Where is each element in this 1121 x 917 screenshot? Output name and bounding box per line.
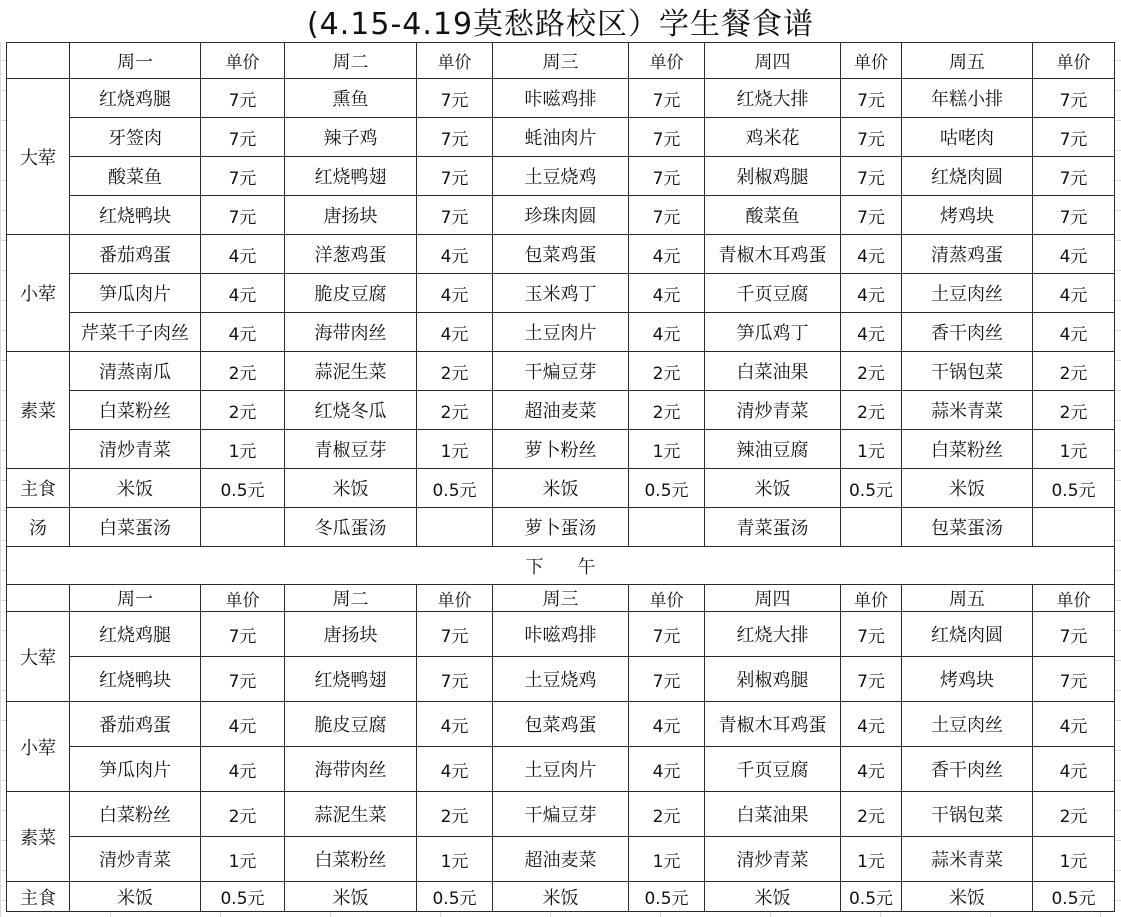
dish-cell: 辣油豆腐 [705,430,841,469]
day-header: 周二 [285,43,417,79]
price-cell: 7元 [1033,196,1115,235]
price-cell: 7元 [417,79,493,118]
price-cell: 2元 [841,391,902,430]
price-cell: 4元 [1033,235,1115,274]
price-cell: 2元 [201,391,285,430]
dish-cell: 包菜蛋汤 [902,508,1033,547]
dish-cell: 清炒青菜 [70,837,201,882]
day-header: 周二 [285,585,417,612]
dish-cell: 海带肉丝 [285,747,417,792]
table-row [7,702,1115,747]
dish-cell: 剁椒鸡腿 [705,157,841,196]
table-row [7,313,1115,352]
dish-cell: 洋葱鸡蛋 [285,235,417,274]
price-cell: 0.5元 [1033,469,1115,508]
day-header: 周五 [902,585,1033,612]
header-row [7,585,1115,612]
dish-cell: 蒜米青菜 [902,391,1033,430]
price-cell: 7元 [841,612,902,657]
price-cell: 4元 [417,747,493,792]
price-cell: 1元 [629,430,705,469]
dish-cell: 土豆肉片 [493,313,629,352]
dish-cell: 千页豆腐 [705,274,841,313]
price-cell: 7元 [417,612,493,657]
price-cell: 4元 [1033,274,1115,313]
header-row [7,43,1115,79]
dish-cell: 笋瓜肉片 [70,274,201,313]
price-cell: 4元 [629,235,705,274]
day-header: 周三 [493,585,629,612]
dish-cell: 白菜粉丝 [285,837,417,882]
dish-cell: 米饭 [902,882,1033,912]
price-header: 单价 [417,43,493,79]
category-cell: 大荤 [7,79,70,235]
dish-cell: 红烧冬瓜 [285,391,417,430]
dish-cell: 米饭 [70,469,201,508]
dish-cell: 米饭 [285,469,417,508]
price-cell: 4元 [417,274,493,313]
day-header: 周五 [902,43,1033,79]
dish-cell: 蒜米青菜 [902,837,1033,882]
price-cell: 7元 [201,196,285,235]
dish-cell: 超油麦菜 [493,837,629,882]
table-row [7,837,1115,882]
table-row [7,747,1115,792]
price-cell: 2元 [1033,792,1115,837]
price-cell: 2元 [841,792,902,837]
price-cell: 4元 [201,747,285,792]
price-cell: 7元 [417,657,493,702]
dish-cell: 咕咾肉 [902,118,1033,157]
price-cell: 7元 [201,118,285,157]
dish-cell: 芹菜千子肉丝 [70,313,201,352]
price-cell: 4元 [1033,702,1115,747]
dish-cell: 土豆肉丝 [902,702,1033,747]
dish-cell: 海带肉丝 [285,313,417,352]
table-row [7,352,1115,391]
dish-cell: 冬瓜蛋汤 [285,508,417,547]
price-cell: 4元 [417,702,493,747]
price-header: 单价 [629,585,705,612]
category-cell: 小荤 [7,235,70,352]
dish-cell: 唐扬块 [285,612,417,657]
price-cell: 2元 [629,391,705,430]
price-header: 单价 [841,585,902,612]
price-cell: 1元 [841,430,902,469]
dish-cell: 干锅包菜 [902,352,1033,391]
price-cell: 4元 [201,235,285,274]
price-cell: 7元 [629,657,705,702]
table-row [7,235,1115,274]
price-cell: 1元 [629,837,705,882]
price-header: 单价 [841,43,902,79]
price-cell: 4元 [417,313,493,352]
price-cell: 7元 [1033,79,1115,118]
price-cell: 2元 [417,792,493,837]
dish-cell: 红烧鸡腿 [70,612,201,657]
category-cell: 素菜 [7,792,70,882]
price-cell: 4元 [629,702,705,747]
price-cell: 7元 [629,157,705,196]
price-cell: 1元 [417,430,493,469]
dish-cell: 白菜油果 [705,792,841,837]
price-cell: 1元 [1033,837,1115,882]
table-row [7,157,1115,196]
price-cell [629,508,705,547]
dish-cell: 红烧鸡腿 [70,79,201,118]
dish-cell: 青椒木耳鸡蛋 [705,235,841,274]
dish-cell: 牙签肉 [70,118,201,157]
dish-cell: 蒜泥生菜 [285,352,417,391]
dish-cell: 清蒸南瓜 [70,352,201,391]
dish-cell: 酸菜鱼 [70,157,201,196]
price-cell: 1元 [201,837,285,882]
price-header: 单价 [629,43,705,79]
dish-cell: 清炒青菜 [70,430,201,469]
dish-cell: 香干肉丝 [902,313,1033,352]
price-cell: 7元 [629,612,705,657]
dish-cell: 红烧大排 [705,612,841,657]
dish-cell: 干锅包菜 [902,792,1033,837]
price-cell: 0.5元 [629,469,705,508]
dish-cell: 包菜鸡蛋 [493,702,629,747]
header-corner [7,585,70,612]
dish-cell: 米饭 [902,469,1033,508]
day-header: 周一 [70,43,201,79]
dish-cell: 年糕小排 [902,79,1033,118]
price-cell: 4元 [201,313,285,352]
dish-cell: 米饭 [70,882,201,912]
table-row [7,612,1115,657]
price-cell: 7元 [841,657,902,702]
price-cell: 7元 [1033,157,1115,196]
price-cell: 0.5元 [841,882,902,912]
dish-cell: 笋瓜肉片 [70,747,201,792]
dish-cell: 萝卜粉丝 [493,430,629,469]
afternoon-divider: 下午 [7,547,1115,585]
dish-cell: 番茄鸡蛋 [70,235,201,274]
menu-table [6,42,1115,912]
price-cell: 7元 [417,118,493,157]
price-cell: 7元 [1033,657,1115,702]
afternoon-divider-row [7,547,1115,585]
price-cell: 7元 [841,157,902,196]
price-header: 单价 [1033,43,1115,79]
dish-cell: 红烧鸭翅 [285,657,417,702]
price-cell [201,508,285,547]
price-cell: 7元 [841,118,902,157]
table-row [7,430,1115,469]
price-cell: 7元 [201,79,285,118]
price-cell: 4元 [201,274,285,313]
price-cell: 0.5元 [1033,882,1115,912]
dish-cell: 蚝油肉片 [493,118,629,157]
table-row [7,657,1115,702]
dish-cell: 米饭 [705,469,841,508]
day-header: 周四 [705,585,841,612]
price-cell: 0.5元 [841,469,902,508]
price-cell: 4元 [629,747,705,792]
table-row [7,508,1115,547]
dish-cell: 米饭 [493,469,629,508]
day-header: 周三 [493,43,629,79]
price-cell: 4元 [629,313,705,352]
price-cell: 1元 [417,837,493,882]
table-row [7,882,1115,912]
day-header: 周一 [70,585,201,612]
price-cell: 7元 [629,196,705,235]
dish-cell: 红烧鸭块 [70,196,201,235]
category-cell: 主食 [7,882,70,912]
dish-cell: 超油麦菜 [493,391,629,430]
price-cell: 2元 [417,391,493,430]
dish-cell: 清炒青菜 [705,837,841,882]
dish-cell: 青菜蛋汤 [705,508,841,547]
dish-cell: 千页豆腐 [705,747,841,792]
dish-cell: 清蒸鸡蛋 [902,235,1033,274]
dish-cell: 咔嗞鸡排 [493,79,629,118]
page-title: (4.15-4.19莫愁路校区）学生餐食谱 [0,0,1121,42]
dish-cell: 萝卜蛋汤 [493,508,629,547]
price-cell: 4元 [417,235,493,274]
dish-cell: 红烧肉圆 [902,157,1033,196]
price-cell: 2元 [201,792,285,837]
dish-cell: 笋瓜鸡丁 [705,313,841,352]
price-header: 单价 [1033,585,1115,612]
dish-cell: 土豆烧鸡 [493,657,629,702]
price-cell: 1元 [201,430,285,469]
price-cell: 7元 [201,612,285,657]
price-header: 单价 [201,43,285,79]
dish-cell: 熏鱼 [285,79,417,118]
price-header: 单价 [201,585,285,612]
dish-cell: 红烧鸭块 [70,657,201,702]
price-cell [417,508,493,547]
dish-cell: 白菜粉丝 [70,391,201,430]
table-row [7,79,1115,118]
price-cell: 7元 [629,79,705,118]
price-cell: 2元 [1033,352,1115,391]
price-cell: 7元 [417,157,493,196]
price-cell: 2元 [417,352,493,391]
price-cell: 0.5元 [629,882,705,912]
price-cell [841,508,902,547]
dish-cell: 清炒青菜 [705,391,841,430]
price-cell: 4元 [201,702,285,747]
price-cell: 0.5元 [417,469,493,508]
price-cell: 0.5元 [201,882,285,912]
dish-cell: 脆皮豆腐 [285,702,417,747]
dish-cell: 烤鸡块 [902,657,1033,702]
table-row [7,469,1115,508]
dish-cell: 土豆肉片 [493,747,629,792]
header-corner [7,43,70,79]
dish-cell: 米饭 [493,882,629,912]
dish-cell: 红烧大排 [705,79,841,118]
price-cell: 7元 [417,196,493,235]
price-cell: 2元 [1033,391,1115,430]
category-cell: 汤 [7,508,70,547]
dish-cell: 珍珠肉圆 [493,196,629,235]
price-header: 单价 [417,585,493,612]
price-cell: 4元 [841,235,902,274]
day-header: 周四 [705,43,841,79]
price-cell [1033,508,1115,547]
price-cell: 7元 [1033,118,1115,157]
dish-cell: 青椒木耳鸡蛋 [705,702,841,747]
dish-cell: 番茄鸡蛋 [70,702,201,747]
price-cell: 1元 [1033,430,1115,469]
price-cell: 2元 [629,352,705,391]
dish-cell: 辣子鸡 [285,118,417,157]
dish-cell: 白菜蛋汤 [70,508,201,547]
price-cell: 7元 [841,79,902,118]
dish-cell: 干煸豆芽 [493,792,629,837]
price-cell: 2元 [841,352,902,391]
dish-cell: 青椒豆芽 [285,430,417,469]
dish-cell: 白菜粉丝 [902,430,1033,469]
price-cell: 7元 [629,118,705,157]
price-cell: 7元 [1033,612,1115,657]
dish-cell: 蒜泥生菜 [285,792,417,837]
price-cell: 0.5元 [201,469,285,508]
price-cell: 7元 [841,196,902,235]
price-cell: 4元 [1033,747,1115,792]
category-cell: 大荤 [7,612,70,702]
price-cell: 1元 [841,837,902,882]
dish-cell: 香干肉丝 [902,747,1033,792]
price-cell: 0.5元 [417,882,493,912]
category-cell: 素菜 [7,352,70,469]
dish-cell: 唐扬块 [285,196,417,235]
price-cell: 4元 [629,274,705,313]
price-cell: 4元 [841,313,902,352]
dish-cell: 脆皮豆腐 [285,274,417,313]
table-row [7,274,1115,313]
price-cell: 7元 [201,157,285,196]
dish-cell: 米饭 [705,882,841,912]
dish-cell: 干煸豆芽 [493,352,629,391]
price-cell: 7元 [201,657,285,702]
dish-cell: 包菜鸡蛋 [493,235,629,274]
dish-cell: 土豆烧鸡 [493,157,629,196]
table-row [7,792,1115,837]
dish-cell: 咔嗞鸡排 [493,612,629,657]
table-row [7,196,1115,235]
price-cell: 4元 [1033,313,1115,352]
dish-cell: 土豆肉丝 [902,274,1033,313]
table-row [7,391,1115,430]
category-cell: 小荤 [7,702,70,792]
dish-cell: 米饭 [285,882,417,912]
dish-cell: 玉米鸡丁 [493,274,629,313]
dish-cell: 白菜粉丝 [70,792,201,837]
dish-cell: 酸菜鱼 [705,196,841,235]
dish-cell: 烤鸡块 [902,196,1033,235]
dish-cell: 红烧鸭翅 [285,157,417,196]
dish-cell: 剁椒鸡腿 [705,657,841,702]
dish-cell: 鸡米花 [705,118,841,157]
table-row [7,118,1115,157]
dish-cell: 白菜油果 [705,352,841,391]
price-cell: 2元 [629,792,705,837]
price-cell: 4元 [841,747,902,792]
price-cell: 4元 [841,274,902,313]
price-cell: 4元 [841,702,902,747]
price-cell: 2元 [201,352,285,391]
dish-cell: 红烧肉圆 [902,612,1033,657]
category-cell: 主食 [7,469,70,508]
